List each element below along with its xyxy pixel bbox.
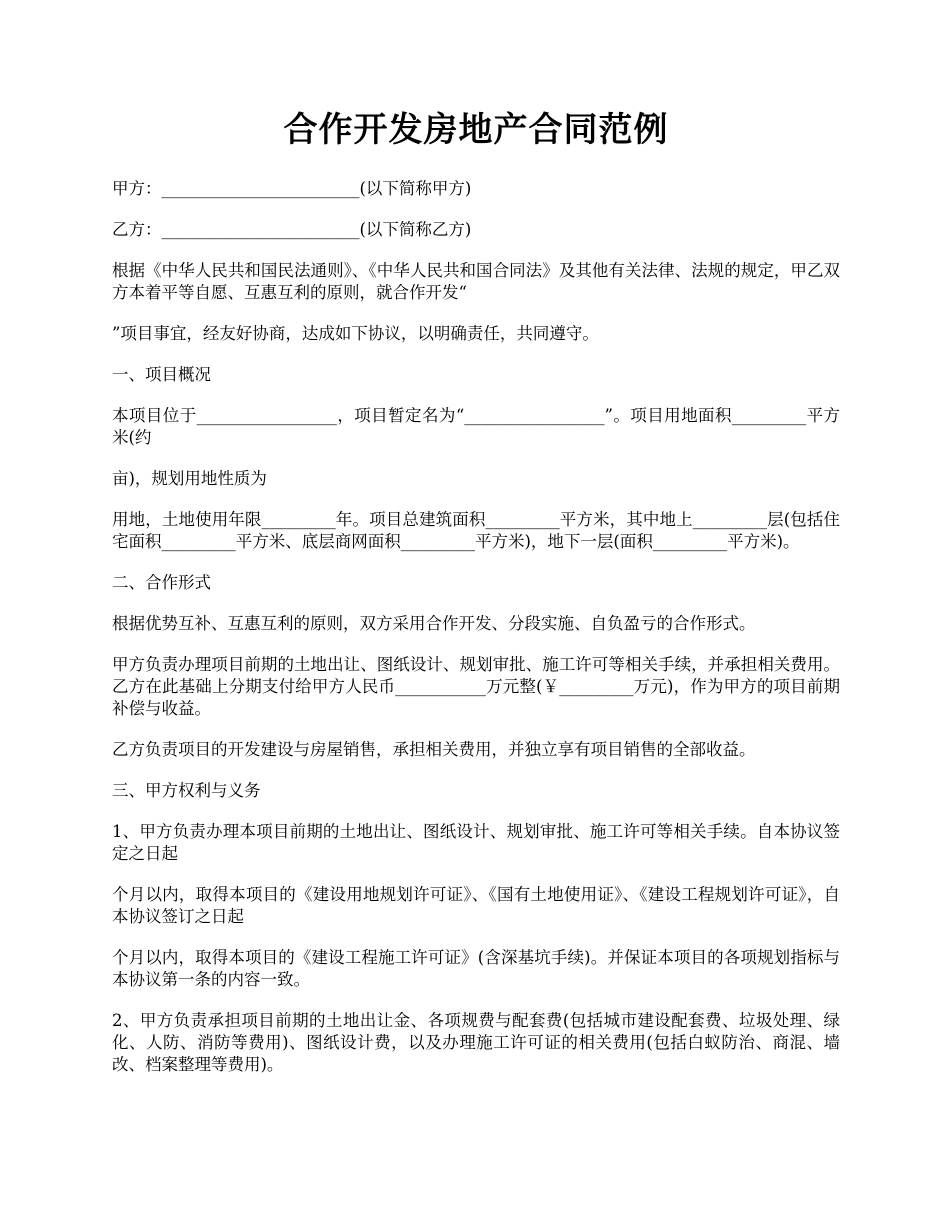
land-term-paragraph: 用地，土地使用年限_________年。项目总建筑面积_________平方米，其中地上_________层(包括住宅面积_________平方米、底层商网面积_________平方米)，地下一层(面积_________平方米)。 — [112, 510, 840, 552]
party-b-line: 乙方：________________________(以下简称乙方) — [112, 220, 472, 240]
document-title: 合作开发房地产合同范例 — [283, 110, 669, 150]
clause-1-paragraph: 1、甲方负责办理本项目前期的土地出让、图纸设计、规划审批、施工许可等相关手续。自本协议签定之日起 — [112, 822, 840, 864]
cooperation-principle-paragraph: 根据优势互补、互惠互利的原则，双方采用合作开发、分段实施、自负盈亏的合作形式。 — [112, 614, 756, 634]
section-heading-party-a-rights: 三、甲方权利与义务 — [112, 781, 261, 801]
party-a-line: 甲方：________________________(以下简称甲方) — [112, 179, 472, 199]
land-use-paragraph: 亩)，规划用地性质为 — [112, 469, 267, 489]
party-a-duties-paragraph: 甲方负责办理项目前期的土地出让、图纸设计、规划审批、施工许可等相关手续，并承担相关费用。乙方在此基础上分期支付给甲方人民币___________万元整(￥_________万元)，作为甲方的项目前期补偿与收益。 — [112, 655, 840, 719]
party-b-duties-paragraph: 乙方负责项目的开发建设与房屋销售，承担相关费用，并独立享有项目销售的全部收益。 — [112, 740, 756, 760]
section-heading-project-overview: 一、项目概况 — [112, 365, 211, 385]
section-heading-cooperation-form: 二、合作形式 — [112, 573, 211, 593]
preamble-continuation: ”项目事宜，经友好协商，达成如下协议，以明确责任，共同遵守。 — [112, 324, 599, 344]
project-location-paragraph: 本项目位于_________________，项目暂定名为“_________________”。项目用地面积_________平方米(约 — [112, 406, 840, 448]
preamble-paragraph: 根据《中华人民共和国民法通则》、《中华人民共和国合同法》及其他有关法律、法规的规定，甲乙双方本着平等自愿、互惠互利的原则，就合作开发“ — [112, 261, 840, 303]
clause-2-paragraph: 2、甲方负责承担项目前期的土地出让金、各项规费与配套费(包括城市建设配套费、垃圾处理、绿化、人防、消防等费用)、图纸设计费，以及办理施工许可证的相关费用(包括白蚁防治、商混、墙改、档案整理等费用)。 — [112, 1011, 840, 1075]
document-page — [112, 108, 840, 1095]
clause-1-continuation-1: 个月以内，取得本项目的《建设用地规划许可证》、《国有土地使用证》、《建设工程规划许可证》，自本协议签订之日起 — [112, 885, 840, 927]
clause-1-continuation-2: 个月以内，取得本项目的《建设工程施工许可证》(含深基坑手续)。并保证本项目的各项规划指标与本协议第一条的内容一致。 — [112, 948, 840, 990]
